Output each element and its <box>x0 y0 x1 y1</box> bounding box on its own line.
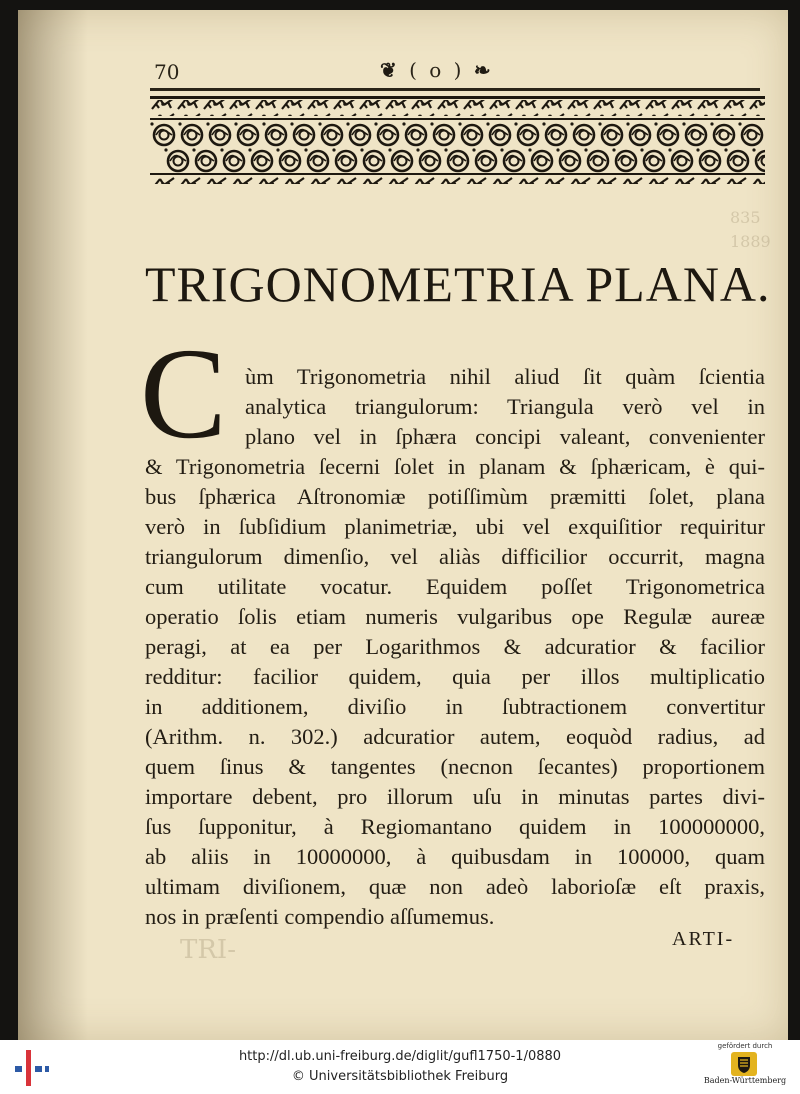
text-line: cum utilitate vocatur. Equidem poſſet Trigonometrica <box>145 574 765 599</box>
header-rule <box>150 88 760 91</box>
state-crest-icon <box>731 1052 757 1076</box>
fleuron-icon: ❧ <box>473 58 494 82</box>
running-head <box>380 58 494 82</box>
text-line: bus ſphærica Aſtronomiæ potiſſimùm præmitti ſolet, plana <box>145 484 765 509</box>
catchword: ARTI- <box>672 928 735 950</box>
permalink-url[interactable]: http://dl.ub.uni-freiburg.de/diglit/gufl1750-1/0880 <box>238 1049 562 1064</box>
text-line: ultimam diviſionem, quæ non adeò laborioſæ eſt praxis, <box>145 874 765 899</box>
show-through-text: TRI- <box>180 935 236 965</box>
text-line: redditur: facilior quidem, quia per illos multiplicatio <box>145 664 765 689</box>
fleuron-icon: ❦ <box>380 58 400 82</box>
text-line: & Trigonometria ſecerni ſolet in planam & ſphæricam, è qui- <box>145 454 765 479</box>
text-line: verò in ſubſidium planimetriæ, ubi vel exquiſitior requiritur <box>145 514 765 539</box>
drop-cap: C <box>140 322 227 466</box>
text-line: importare debent, pro illorum uſu in minutas partes divi- <box>145 784 765 809</box>
text-line: peragi, at ea per Logarithmos & adcuratior & facilior <box>145 634 765 659</box>
text-line: ſus ſupponitur, à Regiomantano quidem in 100000000, <box>145 814 765 839</box>
text-line: operatio ſolis etiam numeris vulgaribus ope Regulæ aureæ <box>145 604 765 629</box>
text-line: in additionem, diviſio in ſubtractionem convertitur <box>145 694 765 719</box>
sponsor-name: Baden-Württemberg <box>703 1076 787 1085</box>
text-line: nos in præſenti compendio aſſumemus. <box>145 904 495 929</box>
text-line: ab aliis in 10000000, à quibusdam in 100000, quam <box>145 844 765 869</box>
running-head-text: ( o ) <box>409 58 465 82</box>
text-line: analytica triangulorum: Triangula verò vel in <box>245 394 765 419</box>
copyright-notice: © Universitätsbibliothek Freiburg <box>291 1069 509 1084</box>
text-line: quem ſinus & tangentes (necnon ſecantes) proportionem <box>145 754 765 779</box>
sponsor-badge[interactable] <box>695 1042 795 1092</box>
text-line: triangulorum dimenſio, vel aliàs difficilior occurrit, magna <box>145 544 765 569</box>
binding-shadow <box>18 10 88 1040</box>
show-through-text: 835 <box>730 208 761 227</box>
text-line: ùm Trigonometria nihil aliud ſit quàm ſcientia <box>245 364 765 389</box>
text-line: (Arithm. n. 302.) adcuratior autem, eoquòd radius, ad <box>145 724 765 749</box>
headpiece-ornament <box>150 96 765 184</box>
show-through-text: 1889 <box>730 232 771 251</box>
footer-bar <box>0 1040 800 1094</box>
text-line: plano vel in ſphæra concipi valeant, convenienter <box>245 424 765 449</box>
page-number: 70 <box>154 60 180 84</box>
sponsor-label: gefördert durch <box>717 1042 773 1050</box>
page-title: TRIGONOMETRIA PLANA. <box>145 256 771 312</box>
